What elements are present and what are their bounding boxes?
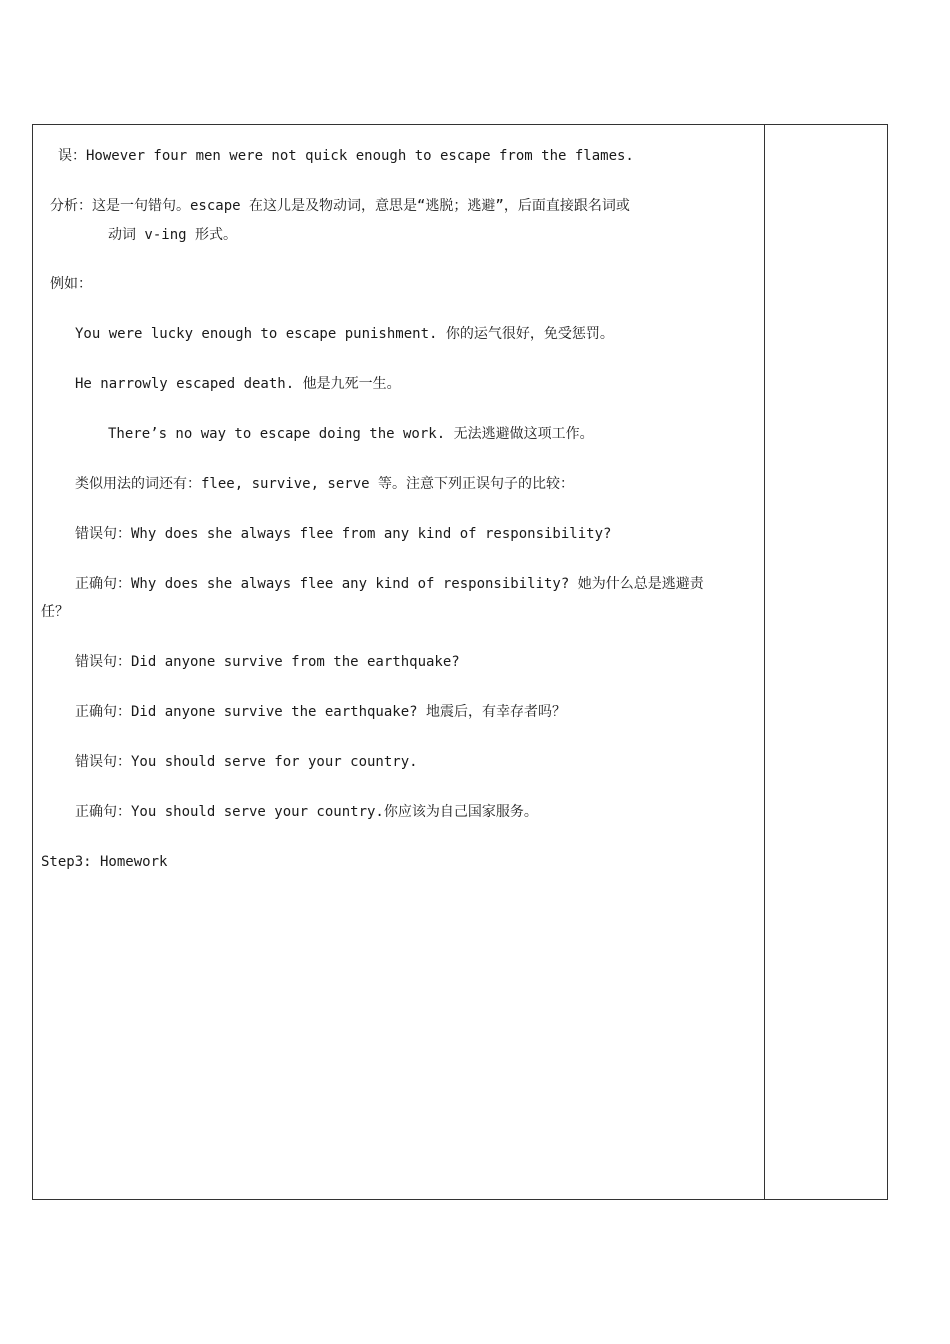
column-divider <box>764 124 765 1200</box>
example-sentence-2: He narrowly escaped death. 他是九死一生。 <box>75 376 401 392</box>
error-sentence: 误：However four men were not quick enough to escape from the flames. <box>58 148 634 164</box>
analysis-text: 分析：这是一句错句。escape 在这儿是及物动词，意思是“逃脱；逃避”，后面直接跟名词或 <box>50 198 630 214</box>
analysis-text-continued: 动词 v-ing 形式。 <box>108 227 238 243</box>
correct-sentence-flee-continued: 任？ <box>41 604 69 620</box>
wrong-sentence-flee: 错误句：Why does she always flee from any kind of responsibility? <box>75 526 612 542</box>
correct-sentence-serve: 正确句：You should serve your country.你应该为自己国家服务。 <box>75 804 538 820</box>
correct-sentence-flee: 正确句：Why does she always flee any kind of responsibility? 她为什么总是逃避责 <box>75 576 704 592</box>
correct-sentence-survive: 正确句：Did anyone survive the earthquake? 地震后，有幸存者吗？ <box>75 704 567 720</box>
step3-homework-heading: Step3: Homework <box>41 854 168 870</box>
example-sentence-1: You were lucky enough to escape punishment. 你的运气很好，免受惩罚。 <box>75 326 614 342</box>
example-sentence-3: There’s no way to escape doing the work. 无法逃避做这项工作。 <box>108 426 594 442</box>
wrong-sentence-survive: 错误句：Did anyone survive from the earthquake? <box>75 654 460 670</box>
similar-words-note: 类似用法的词还有：flee, survive, serve 等。注意下列正误句子的比较： <box>75 476 575 492</box>
examples-heading: 例如： <box>50 276 92 292</box>
wrong-sentence-serve: 错误句：You should serve for your country. <box>75 754 418 770</box>
